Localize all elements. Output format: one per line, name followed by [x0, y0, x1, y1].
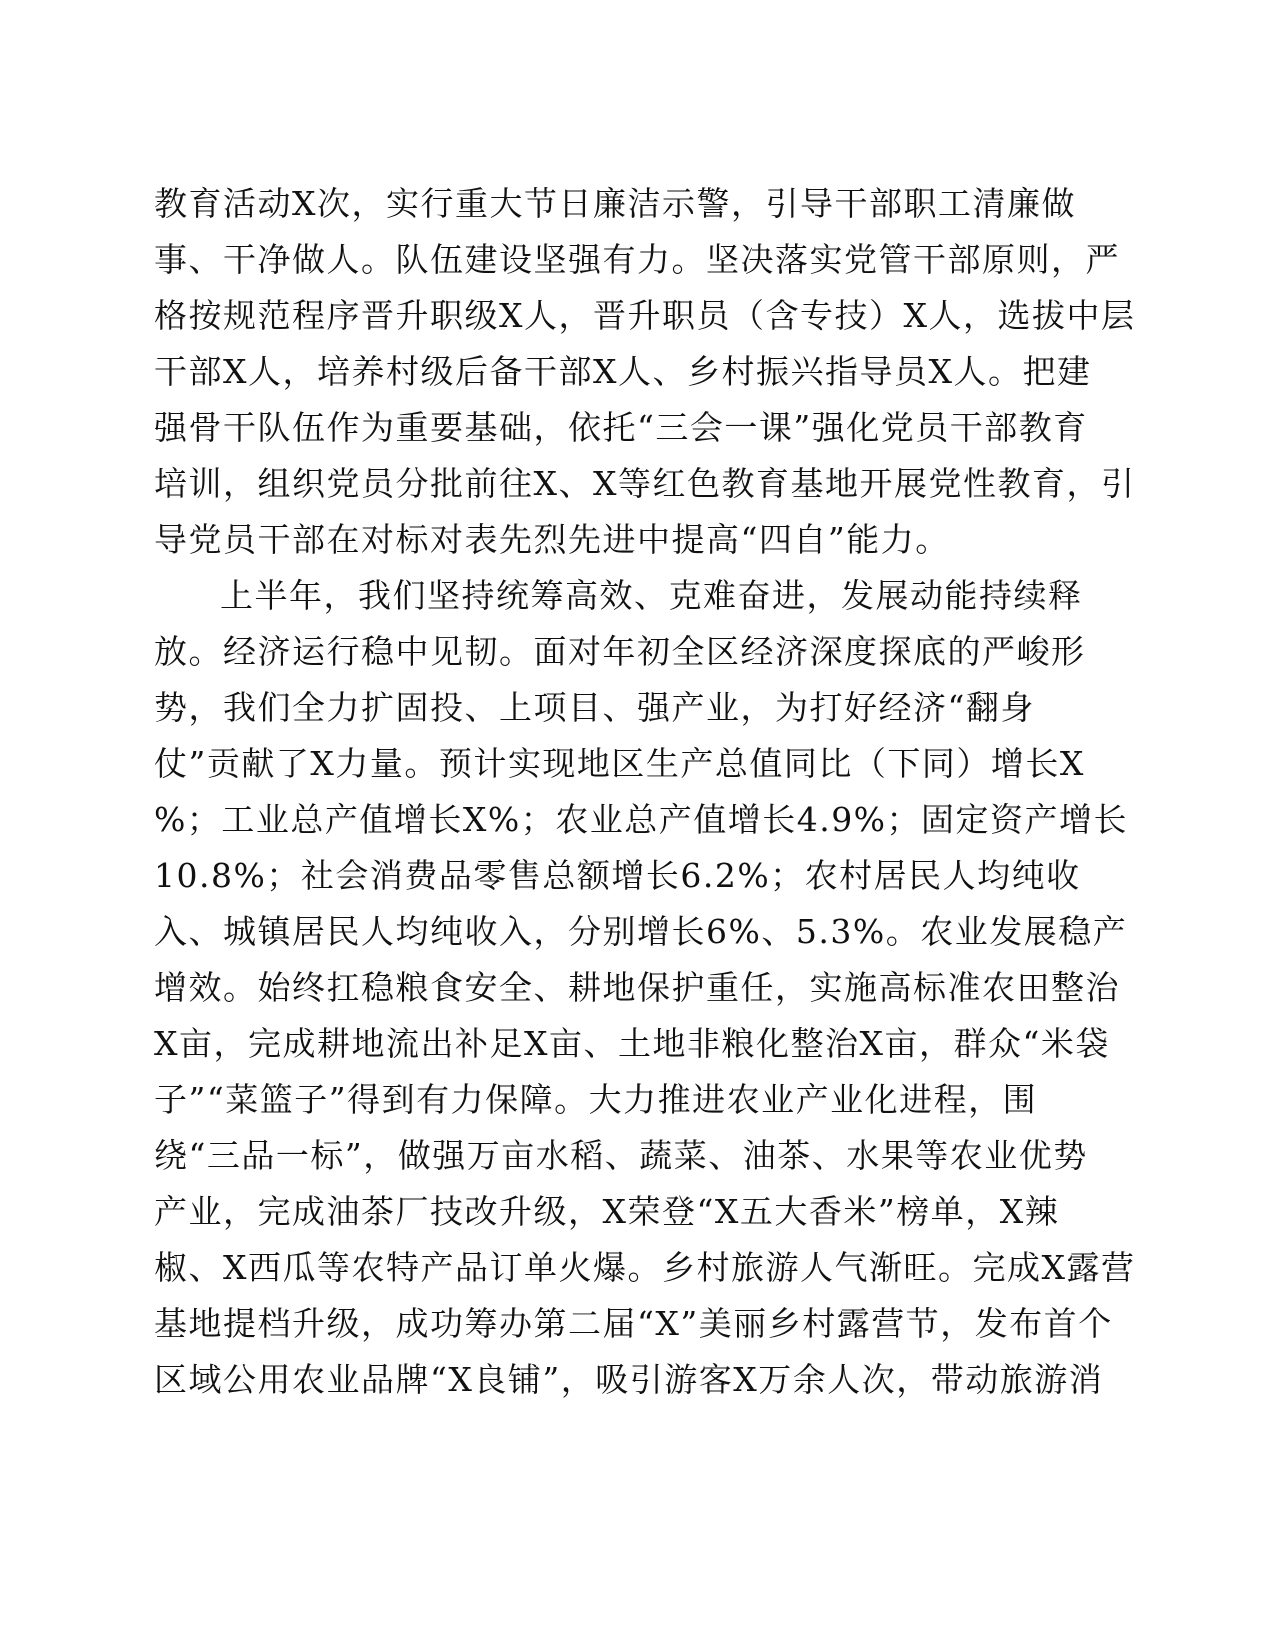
- text-line: 强骨干队伍作为重要基础，依托“三会一课”强化党员干部教育: [154, 408, 1088, 447]
- body-text: [154, 176, 1136, 1408]
- text-line: 基地提档升级，成功筹办第二届“X”美丽乡村露营节，发布首个: [154, 1304, 1113, 1343]
- paragraph-start-line: 上半年，我们坚持统筹高效、克难奋进，发展动能持续释: [220, 576, 1083, 615]
- text-line: 入、城镇居民人均纯收入，分别增长6%、5.3%。农业发展稳产: [154, 912, 1128, 951]
- text-line: 区域公用农业品牌“X良铺”，吸引游客X万余人次，带动旅游消: [154, 1360, 1104, 1399]
- text-line: 子”“菜篮子”得到有力保障。大力推进农业产业化进程，围: [154, 1080, 1038, 1119]
- text-line: 事、干净做人。队伍建设坚强有力。坚决落实党管干部原则，严: [154, 240, 1120, 279]
- text-line: 绕“三品一标”，做强万亩水稻、蔬菜、油茶、水果等农业优势: [154, 1136, 1088, 1175]
- text-line: 增效。始终扛稳粮食安全、耕地保护重任，实施高标准农田整治: [154, 968, 1120, 1007]
- text-line: 放。经济运行稳中见韧。面对年初全区经济深度探底的严峻形: [154, 632, 1086, 671]
- text-line: 10.8%；社会消费品零售总额增长6.2%；农村居民人均纯收: [154, 856, 1081, 895]
- text-line: %；工业总产值增长X%；农业总产值增长4.9%；固定资产增长: [154, 800, 1129, 839]
- text-line: 培训，组织党员分批前往X、X等红色教育基地开展党性教育，引: [154, 464, 1136, 503]
- text-line: X亩，完成耕地流出补足X亩、土地非粮化整治X亩，群众“米袋: [154, 1024, 1110, 1063]
- text-line: 产业，完成油茶厂技改升级，X荣登“X五大香米”榜单，X辣: [154, 1192, 1060, 1231]
- text-line: 格按规范程序晋升职级X人，晋升职员（含专技）X人，选拔中层: [154, 296, 1136, 335]
- text-line: 仗”贡献了X力量。预计实现地区生产总值同比（下同）增长X: [154, 744, 1085, 783]
- text-line: 教育活动X次，实行重大节日廉洁示警，引导干部职工清廉做: [154, 184, 1076, 223]
- text-line: 导党员干部在对标对表先烈先进中提高“四自”能力。: [154, 520, 950, 559]
- text-line: 椒、X西瓜等农特产品订单火爆。乡村旅游人气渐旺。完成X露营: [154, 1248, 1136, 1287]
- text-line: 干部X人，培养村级后备干部X人、乡村振兴指导员X人。把建: [154, 352, 1092, 391]
- text-line: 势，我们全力扩固投、上项目、强产业，为打好经济“翻身: [154, 688, 1035, 727]
